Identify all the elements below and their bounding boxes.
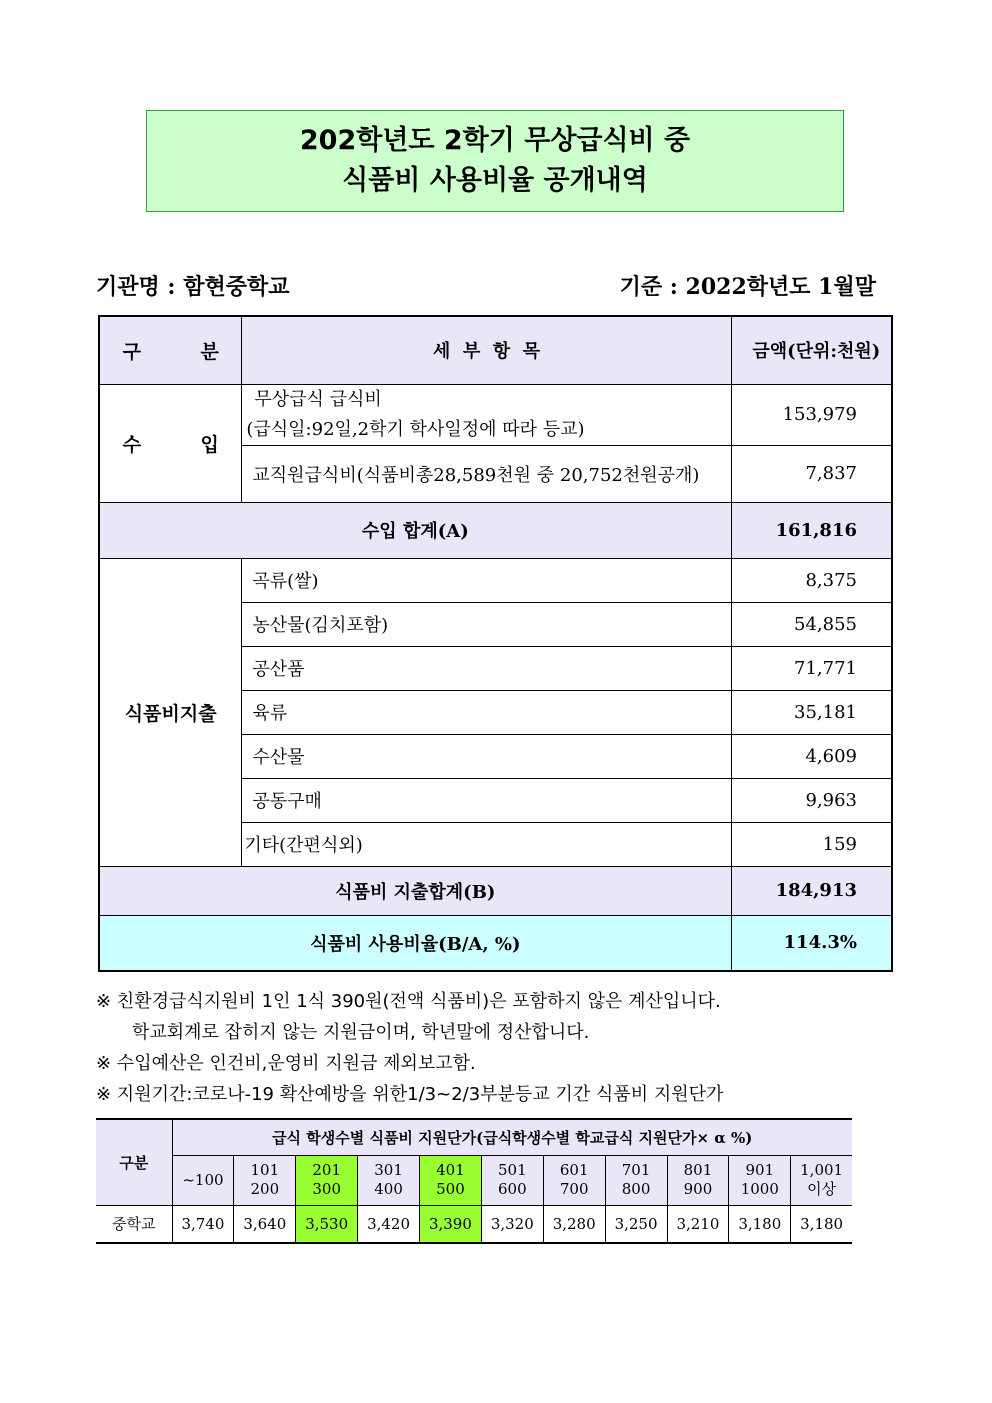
ratio-label: 식품비 사용비율(B/A, %) — [99, 915, 731, 971]
unit-value: 3,740 — [172, 1205, 234, 1243]
unit-title-row — [96, 1119, 852, 1155]
unit-range-row — [96, 1155, 852, 1205]
header-detail: 세 부 항 목 — [242, 316, 731, 384]
header-category: 구 분 — [99, 316, 242, 384]
title-line-2: 식품비 사용비율 공개내역 — [342, 165, 648, 196]
unit-value: 3,640 — [234, 1205, 296, 1243]
expense-detail-meat: 육류 — [242, 690, 731, 734]
table-header-row — [99, 316, 892, 384]
header-amount: 금액(단위:천원) — [731, 316, 892, 384]
institution-name: 기관명 : 함현중학교 — [96, 274, 290, 300]
title-line-1: 202학년도 2학기 무상급식비 중 — [299, 125, 691, 156]
expense-amount-seafood: 4,609 — [731, 734, 892, 778]
range-cell: 301 400 — [358, 1155, 420, 1205]
unit-value-highlight: 3,390 — [420, 1205, 482, 1243]
expense-detail-industrial: 공산품 — [242, 646, 731, 690]
range-cell-highlight: 401 500 — [420, 1155, 482, 1205]
unit-gubun-header: 구분 — [96, 1119, 172, 1205]
range-cell: 601 700 — [543, 1155, 605, 1205]
expense-total-amount: 184,913 — [731, 866, 892, 915]
expense-detail-agri: 농산물(김치포함) — [242, 602, 731, 646]
unit-value: 3,420 — [358, 1205, 420, 1243]
note-1-cont: 학교회계로 잡히지 않는 지원금이며, 학년말에 정산합니다. — [132, 1022, 590, 1043]
expense-detail-other: 기타(간편식외) — [242, 822, 731, 866]
ratio-value: 114.3% — [731, 915, 892, 971]
income-detail-line1: 무상급식 급식비 — [254, 388, 382, 410]
unit-value: 3,210 — [667, 1205, 729, 1243]
expense-amount-meat: 35,181 — [731, 690, 892, 734]
note-3: ※ 지원기간:코로나-19 확산예방을 위한1/3~2/3부분등교 기간 식품비 지원단가 — [96, 1084, 724, 1105]
unit-value: 3,250 — [605, 1205, 667, 1243]
income-total-row — [99, 502, 892, 558]
range-cell: 101 200 — [234, 1155, 296, 1205]
unit-value: 3,280 — [543, 1205, 605, 1243]
ratio-row — [99, 915, 892, 971]
expense-amount-grain: 8,375 — [731, 558, 892, 602]
basis-date: 기준 : 2022학년도 1월말 — [619, 274, 876, 300]
income-amount-staff: 7,837 — [731, 445, 892, 502]
range-cell: 901 1000 — [729, 1155, 791, 1205]
budget-table — [98, 315, 893, 972]
note-2: ※ 수입예산은 인건비,운영비 지원금 제외보고함. — [96, 1053, 476, 1074]
unit-price-table — [96, 1118, 852, 1244]
expense-category: 식품비지출 — [99, 558, 242, 866]
income-detail-line2: (급식일:92일,2학기 학사일정에 따라 등교) — [246, 418, 585, 440]
unit-value: 3,180 — [791, 1205, 852, 1243]
expense-amount-joint: 9,963 — [731, 778, 892, 822]
note-1: ※ 친환경급식지원비 1인 1식 390원(전액 식품비)은 포함하지 않은 계산입니다. — [96, 991, 721, 1012]
range-cell: 501 600 — [481, 1155, 543, 1205]
expense-detail-grain: 곡류(쌀) — [242, 558, 731, 602]
income-total-amount: 161,816 — [731, 502, 892, 558]
range-cell-highlight: 201 300 — [296, 1155, 358, 1205]
expense-detail-joint: 공동구매 — [242, 778, 731, 822]
income-detail-meals — [242, 384, 731, 445]
expense-amount-other: 159 — [731, 822, 892, 866]
expense-total-label: 식품비 지출합계(B) — [99, 866, 731, 915]
range-cell: 1,001 이상 — [791, 1155, 852, 1205]
range-cell: 701 800 — [605, 1155, 667, 1205]
income-detail-staff: 교직원급식비(식품비총28,589천원 중 20,752천원공개) — [242, 445, 731, 502]
unit-value: 3,180 — [729, 1205, 791, 1243]
unit-value-highlight: 3,530 — [296, 1205, 358, 1243]
expense-total-row — [99, 866, 892, 915]
notes — [96, 986, 723, 1110]
income-category: 수 입 — [99, 384, 242, 502]
expense-detail-seafood: 수산물 — [242, 734, 731, 778]
table-row — [99, 384, 892, 445]
expense-amount-industrial: 71,771 — [731, 646, 892, 690]
expense-amount-agri: 54,855 — [731, 602, 892, 646]
unit-value-row — [96, 1205, 852, 1243]
income-amount-meals: 153,979 — [731, 384, 892, 445]
unit-value: 3,320 — [481, 1205, 543, 1243]
table-row — [99, 558, 892, 602]
income-total-label: 수입 합계(A) — [99, 502, 731, 558]
range-cell: 801 900 — [667, 1155, 729, 1205]
range-cell: ~100 — [172, 1155, 234, 1205]
unit-title: 급식 학생수별 식품비 지원단가(급식학생수별 학교급식 지원단가× α %) — [172, 1119, 852, 1155]
unit-row-label: 중학교 — [96, 1205, 172, 1243]
document-title — [146, 110, 844, 212]
